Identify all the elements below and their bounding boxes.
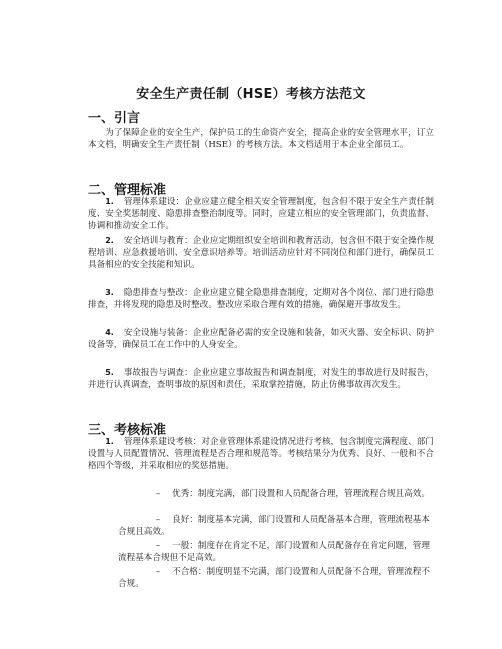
item-number: 2. [105,236,114,245]
management-item-2 [88,235,434,272]
dash-bullet: – [155,541,161,551]
section-heading-intro: 一、引言 [88,111,141,126]
item-text: 事故报告与调查：企业应建立事故报告和调查制度，对发生的事故进行及时报告，并进行认真调查，查明事故的原因和责任，采取掌控措施，防止仿佛事故再次发生。 [88,368,434,391]
item-number: 4. [105,328,114,337]
management-item-1 [88,196,434,233]
management-item-5 [88,367,434,391]
grade-text: 不合格：制度明显不完满，部门设置和人员配备不合理，管理流程不合规。 [118,567,430,590]
grade-text: 优秀：制度完满，部门设置和人员配备合理，管理流程合规且高效。 [172,489,430,499]
section-heading-management: 二、管理标准 [88,183,167,198]
item-number: 5. [105,368,114,377]
grade-text: 良好：制度基本完满，部门设置和人员配备基本合理，管理流程基本合规且高效。 [118,515,430,538]
intro-paragraph: 为了保障企业的安全生产，保护员工的生命资产安全，提高企业的安全管理水平，订立本文档，明确安全生产责任制（HSE）的考核方法。本文档适用于本企业全部员工。 [88,128,434,151]
dash-bullet: – [155,489,161,499]
dash-bullet: – [155,515,161,525]
grade-average [118,540,438,564]
item-text: 管理体系建设：企业应建立健全相关安全管理制度，包含但不限于安全生产责任制度、安全奖惩制度、隐患排查整治制度等。同时，应建立相应的安全管理部门，负责监督、协调和推动安全工作。 [88,197,434,232]
item-text: 管理体系建设考核：对企业管理体系建设情况进行考核，包含制度完满程度、部门设置与人员配置情况、管理流程是否合理和规范等。考核结果分为优秀、良好、一般和不合格四个等级，并采取相应的奖惩措施。 [88,437,434,472]
management-item-3 [88,287,434,311]
item-number: 1. [105,197,114,206]
item-text: 隐患排查与整改：企业应建立健全隐患排查制度，定期对各个岗位、部门进行隐患排查，并将发现的隐患及时整改。整改应采取合理有效的措施，确保避开事故发生。 [88,288,434,311]
item-text: 安全设施与装备：企业应配备必需的安全设施和装备，如灭火器、安全标识、防护设备等，确保员工在工作中的人身安全。 [88,328,434,351]
grade-fail [118,566,438,590]
section-heading-assessment: 三、考核标准 [88,423,167,438]
assessment-item-1 [88,436,434,473]
document-title: 安全生产责任制（HSE）考核方法范文 [136,87,366,102]
management-item-4 [88,327,434,351]
dash-bullet: – [155,567,161,577]
grade-excellent [118,488,438,500]
item-number: 1. [105,437,114,446]
grade-text: 一般：制度存在肯定不足，部门设置和人员配备存在肯定问题，管理流程基本合规但不足高效。 [118,541,430,564]
item-number: 3. [105,288,114,297]
item-text: 安全培训与教育：企业应定期组织安全培训和教育活动，包含但不限于安全操作规程培训、应急救援培训、安全意识培养等。培训活动应针对不同岗位和部门进行，确保员工具备相应的安全技能和知识。 [88,236,434,271]
grade-good [118,514,438,538]
